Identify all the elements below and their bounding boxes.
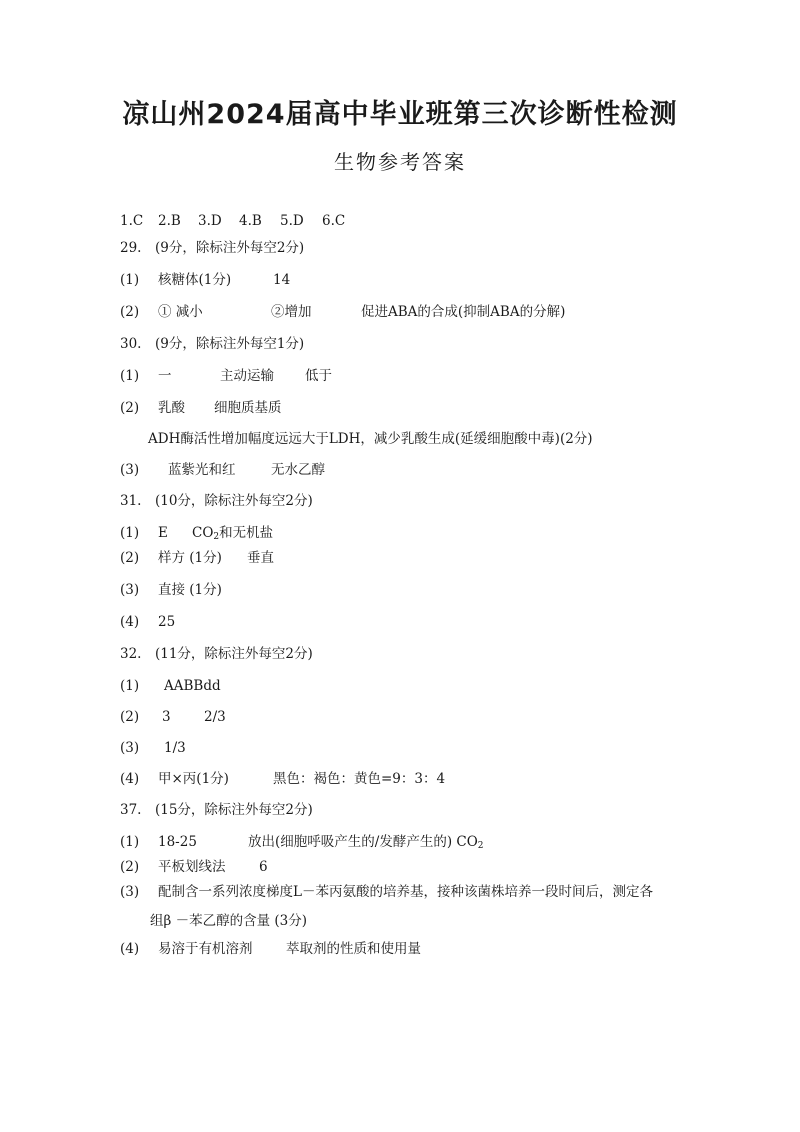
q32-2-num: (2): [120, 709, 140, 725]
q37-line-2: [120, 858, 268, 876]
q32-line-3: [120, 739, 186, 757]
q30-line-1: [120, 367, 332, 385]
q32-4-num: (4): [120, 771, 140, 787]
q30-1-num: (1): [120, 368, 140, 384]
mc-answer-6: 6.C: [322, 213, 346, 229]
q31-2-b: 垂直: [247, 550, 274, 566]
q32-header: 32. (11分，除标注外每空2分): [120, 646, 313, 662]
q37-2-num: (2): [120, 859, 140, 875]
q37-4-a: 易溶于有机溶剂: [158, 941, 253, 957]
mc-answer-3: 3.D: [198, 213, 222, 229]
page-title: 凉山州2024届高中毕业班第三次诊断性检测: [122, 99, 678, 130]
q30-2-num: (2): [120, 400, 140, 416]
q29-line-1: [120, 271, 290, 289]
mc-answer-2: 2.B: [158, 213, 181, 229]
q29-2-c: 促进ABA的合成(抑制ABA的分解): [361, 304, 566, 320]
q30-line-3: [120, 461, 325, 479]
q32-line-4: [120, 770, 445, 788]
q32-4-a: 甲×丙(1分): [158, 771, 229, 787]
q37-3-a: 配制含一系列浓度梯度L－苯丙氨酸的培养基，接种该菌株培养一段时间后，测定各: [158, 884, 653, 900]
q32-1-num: (1): [120, 678, 140, 694]
q30-2-a: 乳酸: [158, 400, 185, 416]
q37-2-b: 6: [259, 859, 268, 875]
q37-1-a: 18-25: [158, 834, 197, 850]
q29-1-b: 14: [273, 272, 291, 288]
q37-1-b-pre: 放出(细胞呼吸产生的/发酵产生的) CO: [248, 834, 478, 850]
q37-4-b: 萃取剂的性质和使用量: [286, 941, 421, 957]
q29-2-b: ②增加: [271, 304, 312, 320]
q37-3-num: (3): [120, 884, 140, 900]
mc-answer-4: 4.B: [239, 213, 262, 229]
q30-line-2: [120, 399, 282, 417]
q37-2-a: 平板划线法: [158, 859, 226, 875]
q37-1-b: [248, 833, 484, 855]
q31-line-3: [120, 581, 222, 599]
q30-3-b: 无水乙醇: [271, 462, 325, 478]
q32-line-1: [120, 677, 221, 695]
mc-answer-1: 1.C: [120, 213, 144, 229]
q37-1-b-sub: 2: [477, 841, 484, 851]
q31-2-a: 样方 (1分): [158, 550, 222, 566]
q31-1-b-sub: 2: [213, 532, 220, 542]
mc-answers: [120, 212, 345, 230]
q30-header: 30. (9分，除标注外每空1分): [120, 336, 305, 352]
q30-1-a: 一: [158, 368, 172, 384]
q30-3-num: (3): [120, 462, 140, 478]
q29-line-2: [120, 303, 565, 321]
q31-4-a: 25: [158, 614, 176, 630]
q37-line-4: [120, 940, 421, 958]
q29-1-num: (1): [120, 272, 140, 288]
q31-2-num: (2): [120, 550, 140, 566]
q32-4-b: 黑色：褐色：黄色=9：3：4: [273, 771, 446, 787]
q29-2-a: ① 减小: [158, 304, 203, 320]
q31-1-b-pre: CO: [192, 525, 214, 541]
q37-header: 37. (15分，除标注外每空2分): [120, 802, 313, 818]
q37-line-3: [120, 883, 653, 901]
q32-2-a: 3: [162, 709, 171, 725]
q31-line-1: [120, 524, 273, 546]
q30-2-b: 细胞质基质: [214, 400, 282, 416]
page-subtitle: 生物参考答案: [334, 150, 466, 174]
q32-3-a: 1/3: [164, 740, 186, 756]
q32-line-2: [120, 708, 226, 726]
q37-line-1: [120, 833, 484, 855]
q30-line-2b: ADH酶活性增加幅度远远大于LDH，减少乳酸生成(延缓细胞酸中毒)(2分): [148, 431, 593, 447]
q31-1-num: (1): [120, 525, 140, 541]
q31-line-4: [120, 613, 175, 631]
q32-3-num: (3): [120, 740, 140, 756]
q29-header: 29. (9分，除标注外每空2分): [120, 240, 305, 256]
mc-answer-5: 5.D: [280, 213, 304, 229]
q30-1-c: 低于: [305, 368, 332, 384]
q31-4-num: (4): [120, 614, 140, 630]
q30-3-a: 蓝紫光和红: [168, 462, 236, 478]
q31-1-b-post: 和无机盐: [219, 525, 274, 541]
q31-3-num: (3): [120, 582, 140, 598]
q31-3-a: 直接 (1分): [158, 582, 222, 598]
q37-line-3b: 组β －苯乙醇的含量 (3分): [150, 913, 308, 929]
q32-2-b: 2/3: [204, 709, 226, 725]
q30-1-b: 主动运输: [220, 368, 274, 384]
q31-header: 31. (10分，除标注外每空2分): [120, 493, 313, 509]
q31-1-a: E: [158, 525, 168, 541]
q31-1-b: [192, 524, 273, 546]
q29-2-num: (2): [120, 304, 140, 320]
q37-4-num: (4): [120, 941, 140, 957]
q31-line-2: [120, 549, 274, 567]
q32-1-a: AABBdd: [164, 678, 221, 694]
q29-1-a: 核糖体(1分): [158, 272, 232, 288]
q37-1-num: (1): [120, 834, 140, 850]
